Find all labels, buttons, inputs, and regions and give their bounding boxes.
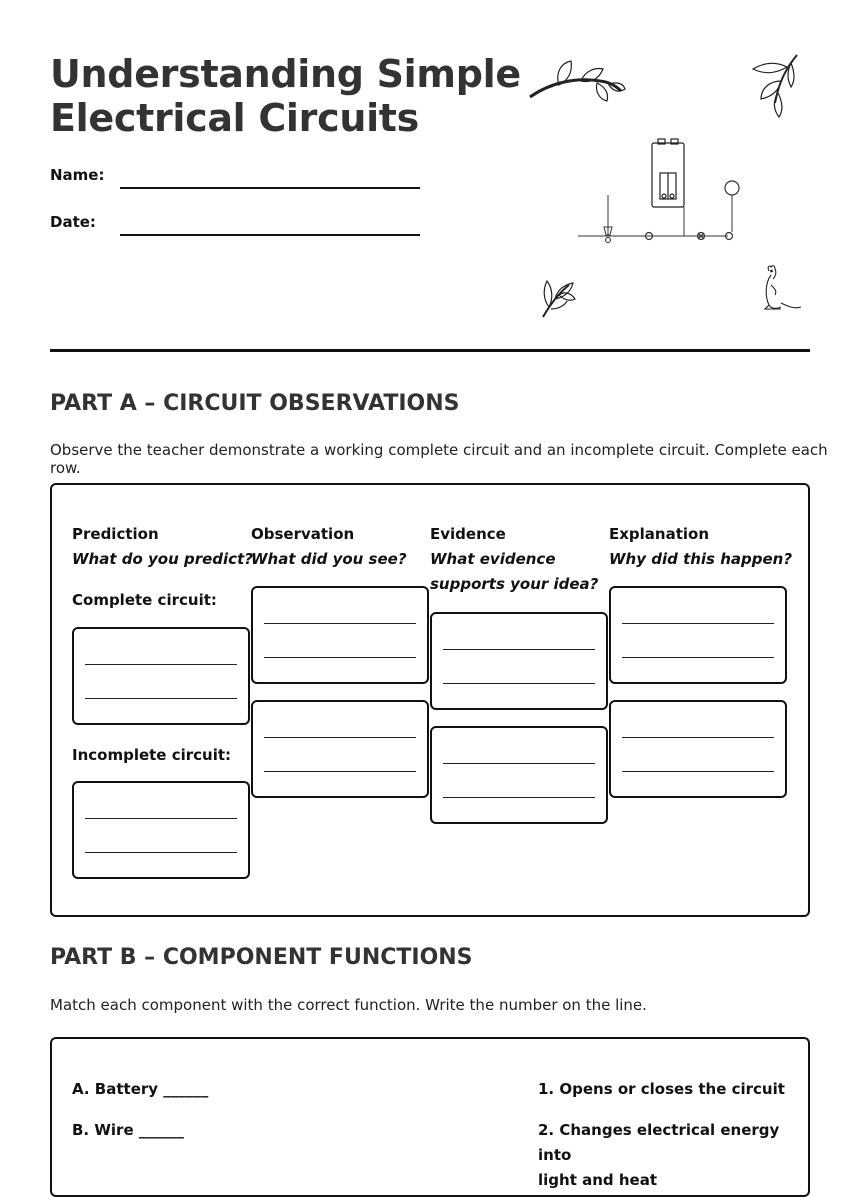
writing-line — [622, 771, 774, 772]
prediction-complete-box[interactable] — [72, 627, 250, 725]
part-b-heading: PART B – COMPONENT FUNCTIONS — [50, 945, 473, 970]
explanation-complete-box[interactable] — [609, 586, 787, 684]
worksheet-title — [50, 52, 521, 140]
col-question-evidence-line-2: supports your idea? — [430, 575, 599, 593]
header-divider — [50, 349, 810, 352]
col-title-evidence: Evidence — [430, 525, 506, 543]
function-2-line-2: light and heat — [538, 1171, 657, 1189]
sprig-icon — [543, 281, 575, 317]
writing-line — [264, 771, 416, 772]
writing-line — [264, 657, 416, 658]
kangaroo-icon — [765, 266, 801, 309]
writing-line — [85, 852, 237, 853]
col-question-explanation: Why did this happen? — [609, 550, 793, 568]
function-2 — [538, 1118, 808, 1193]
part-a-heading: PART A – CIRCUIT OBSERVATIONS — [50, 391, 460, 416]
name-field[interactable] — [120, 187, 420, 189]
leafy-branch-icon — [530, 61, 625, 101]
battery-icon — [652, 139, 684, 207]
observation-incomplete-box[interactable] — [251, 700, 429, 798]
writing-line — [85, 664, 237, 665]
title-line-2: Electrical Circuits — [50, 96, 419, 140]
evidence-incomplete-box[interactable] — [430, 726, 608, 824]
writing-line — [264, 737, 416, 738]
writing-line — [622, 623, 774, 624]
function-2-line-1: 2. Changes electrical energy into — [538, 1121, 780, 1164]
col-title-explanation: Explanation — [609, 525, 710, 543]
function-1: 1. Opens or closes the circuit — [538, 1080, 785, 1098]
writing-line — [622, 737, 774, 738]
title-line-1: Understanding Simple — [50, 52, 521, 96]
matching-panel — [50, 1037, 810, 1197]
observation-complete-box[interactable] — [251, 586, 429, 684]
circuit-illustration — [525, 45, 815, 330]
writing-line — [443, 797, 595, 798]
component-wire[interactable]: B. Wire ______ — [72, 1121, 184, 1139]
circuit-wire-icon — [578, 195, 732, 236]
date-field[interactable] — [120, 234, 420, 236]
col-question-evidence — [430, 547, 598, 597]
col-title-observation: Observation — [251, 525, 355, 543]
writing-line — [443, 763, 595, 764]
writing-line — [443, 649, 595, 650]
prediction-incomplete-box[interactable] — [72, 781, 250, 879]
col-question-prediction: What do you predict? — [72, 550, 253, 568]
writing-line — [264, 623, 416, 624]
writing-line — [443, 683, 595, 684]
part-b-instructions: Match each component with the correct function. Write the number on the line. — [50, 996, 647, 1014]
writing-line — [85, 698, 237, 699]
writing-line — [622, 657, 774, 658]
col-question-observation: What did you see? — [251, 550, 407, 568]
part-a-instructions: Observe the teacher demonstrate a working complete circuit and an incomplete circuit. Complete each row. — [50, 441, 828, 477]
col-title-prediction: Prediction — [72, 525, 159, 543]
col-question-evidence-line-1: What evidence — [430, 550, 556, 568]
evidence-complete-box[interactable] — [430, 612, 608, 710]
component-battery[interactable]: A. Battery ______ — [72, 1080, 209, 1098]
writing-line — [85, 818, 237, 819]
leafy-twig-icon — [753, 55, 797, 117]
explanation-incomplete-box[interactable] — [609, 700, 787, 798]
row-label-complete: Complete circuit: — [72, 591, 217, 609]
date-label: Date: — [50, 213, 96, 231]
observations-panel — [50, 483, 810, 917]
row-label-incomplete: Incomplete circuit: — [72, 746, 232, 764]
name-label: Name: — [50, 166, 105, 184]
